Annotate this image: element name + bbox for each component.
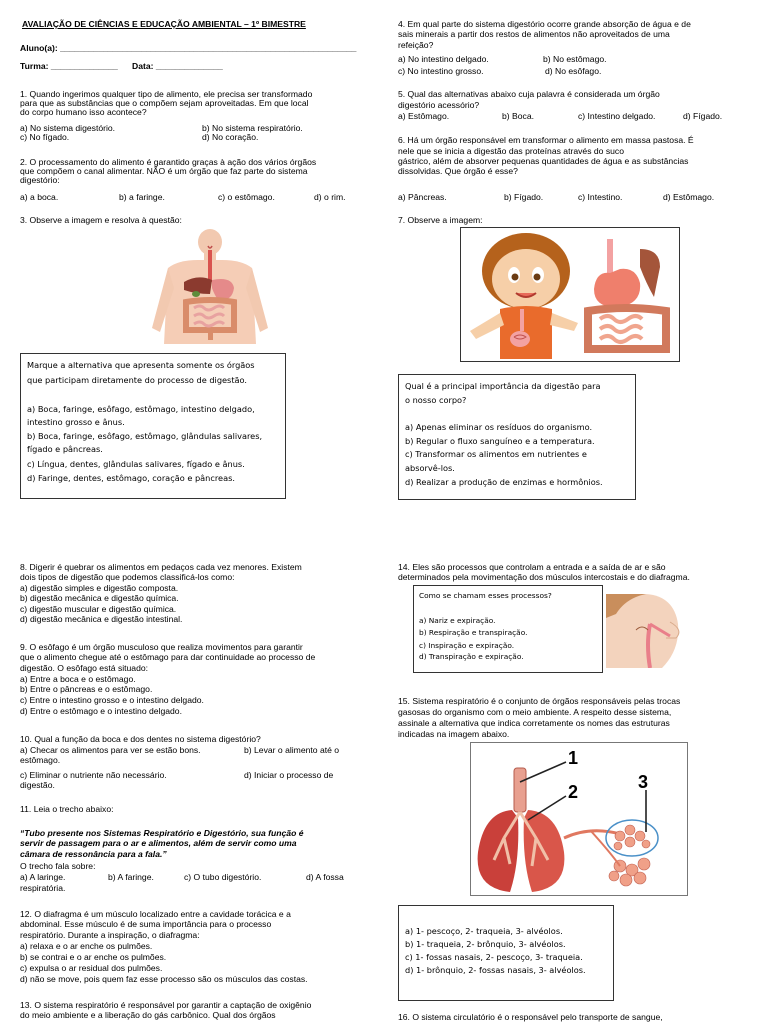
q1-option-d[interactable]: d) No coração. [202,132,259,142]
q11-stem: 11. Leia o trecho abaixo: [20,804,114,814]
q7-option-d[interactable]: d) Realizar a produção de enzimas e hormônios. [405,477,603,487]
q7-option-a[interactable]: a) Apenas eliminar os resíduos do organismo. [405,422,593,432]
q12-line: abdominal. Esse músculo é de suma importância para o processo [20,919,272,929]
q2-line: 2. O processamento do alimento é garantido graças à ação dos vários órgãos [20,157,317,167]
q5-line: digestório acessório? [398,100,480,110]
q14-option-b[interactable]: b) Respiração e transpiração. [419,628,528,637]
q6-option-d[interactable]: d) Estômago. [663,192,715,202]
class-field[interactable]: Turma: ______________ [20,61,118,71]
q11-option-d[interactable]: d) A fossa [306,872,344,882]
q2-option-d[interactable]: d) o rim. [314,192,346,202]
q7-option-c-cont: absorvê-los. [405,463,455,473]
page-title: AVALIAÇÃO DE CIÊNCIAS E EDUCAÇÃO AMBIENTAL – 1º BIMESTRE [22,19,306,29]
q10-option-d[interactable]: d) Iniciar o processo de [244,770,334,780]
q3-option-c[interactable]: c) Língua, dentes, glândulas salivares, fígado e ânus. [27,459,245,469]
q11-option-b[interactable]: b) A faringe. [108,872,154,882]
q8-option-d[interactable]: d) digestão mecânica e digestão intestinal. [20,614,183,624]
q9-line: que o alimento chegue até o estômago para dar continuidade ao processo de [20,652,316,662]
q5-option-a[interactable]: a) Estômago. [398,111,450,121]
q1-option-b[interactable]: b) No sistema respiratório. [202,123,303,133]
q9-line: digestão. O esôfago está situado: [20,663,149,673]
q12-option-c[interactable]: c) expulsa o ar residual dos pulmões. [20,963,163,973]
q4-option-a[interactable]: a) No intestino delgado. [398,54,489,64]
q3-option-a[interactable]: a) Boca, faringe, esôfago, estômago, intestino delgado, [27,404,255,414]
label-2: 2 [568,782,579,802]
q11-ask: O trecho fala sobre: [20,861,96,871]
q1-line: 1. Quando ingerimos qualquer tipo de alimento, ele precisa ser transformado [20,89,313,99]
q11-quote: câmara de ressonância para a fala.” [20,849,167,859]
q6-line: gástrico, além de absorver pequenas quantidades de água e as substâncias [398,156,689,166]
q6-option-c[interactable]: c) Intestino. [578,192,623,202]
q13-line: 13. O sistema respiratório é responsável por garantir a captação de oxigênio [20,1000,312,1010]
q9-option-b[interactable]: b) Entre o pâncreas e o estômago. [20,684,153,694]
q1-option-c[interactable]: c) No fígado. [20,132,70,142]
q14-option-a[interactable]: a) Nariz e expiração. [419,616,496,625]
q7-option-c[interactable]: c) Transformar os alimentos em nutrientes e [405,449,587,459]
q2-option-b[interactable]: b) a faringe. [119,192,165,202]
q10-option-b[interactable]: b) Levar o alimento até o [244,745,340,755]
q12-option-a[interactable]: a) relaxa e o ar enche os pulmões. [20,941,153,951]
q3-option-b-cont: fígado e pâncreas. [27,444,103,454]
q3-question-box [20,353,286,499]
q14-line: 14. Eles são processos que controlam a entrada e a saída de ar e são [398,562,666,572]
q10-option-c[interactable]: c) Eliminar o nutriente não necessário. [20,770,167,780]
q7-box-text: o nosso corpo? [405,395,467,405]
q15-line: 15. Sistema respiratório é o conjunto de órgãos responsáveis pelas trocas [398,696,681,706]
label-3: 3 [638,772,649,792]
q6-option-b[interactable]: b) Fígado. [504,192,544,202]
q3-option-a-cont: intestino grosso e ânus. [27,417,125,427]
q1-option-a[interactable]: a) No sistema digestório. [20,123,116,133]
q14-option-d[interactable]: d) Transpiração e expiração. [419,652,524,661]
q8-line: dois tipos de digestão que podemos classificá-los como: [20,572,235,582]
q16-line: 16. O sistema circulatório é o responsável pelo transporte de sangue, [398,1012,663,1022]
q12-option-b[interactable]: b) se contrai e o ar enche os pulmões. [20,952,167,962]
q13-line: do meio ambiente e a liberação do gás carbônico. Qual dos órgãos [20,1010,276,1020]
q11-quote: servir de passagem para o ar e alimentos, além de servir como uma [20,838,297,848]
q4-line: 4. Em qual parte do sistema digestório ocorre grande absorção de água e de [398,19,691,29]
q11-quote: “Tubo presente nos Sistemas Respiratório e Digestório, sua função é [20,828,304,838]
q10-option-d-cont: digestão. [20,780,55,790]
q10-option-a[interactable]: a) Checar os alimentos para ver se estão bons. [20,745,201,755]
q4-option-b[interactable]: b) No estômago. [543,54,607,64]
q4-line: sais minerais a partir dos restos de alimentos não aproveitados de uma [398,29,670,39]
date-field[interactable]: Data: ______________ [132,61,223,71]
q9-line: 9. O esôfago é um órgão musculoso que realiza movimentos para garantir [20,642,303,652]
q3-option-b[interactable]: b) Boca, faringe, esôfago, estômago, glândulas salivares, [27,431,263,441]
q6-line: dissolvidas. Que órgão é esse? [398,166,518,176]
q15-option-c[interactable]: c) 1- fossas nasais, 2- pescoço, 3- traqueia. [405,952,583,962]
q15-line: gasosas do organismo com o meio ambiente. A respeito desse sistema, [398,707,672,717]
label-1: 1 [568,748,579,768]
q14-line: determinados pela movimentação dos músculos intercostais e do diafragma. [398,572,690,582]
q1-line: do corpo humano isso acontece? [20,107,147,117]
q15-line: assinale a alternativa que indica corretamente os nomes das estruturas [398,718,670,728]
q6-option-a[interactable]: a) Pâncreas. [398,192,447,202]
q1-line: para que as substâncias que o compõem sejam aproveitadas. Em que local [20,98,309,108]
q5-option-b[interactable]: b) Boca. [502,111,535,121]
child-digestion-image [460,227,680,362]
q6-line: nele que se inicia a digestão das proteínas através do suco [398,146,624,156]
student-name-field[interactable]: Aluno(a): ______________________________________________________________ [20,43,357,53]
q15-option-d[interactable]: d) 1- brônquio, 2- fossas nasais, 3- alvéolos. [405,965,586,975]
q9-option-d[interactable]: d) Entre o estômago e o intestino delgado. [20,706,182,716]
q7-box-text: Qual é a principal importância da digestão para [405,381,601,391]
q11-option-c[interactable]: c) O tubo digestório. [184,872,262,882]
q4-option-d[interactable]: d) No esôfago. [545,66,602,76]
q7-stem: 7. Observe a imagem: [398,215,483,225]
face-breathing-image [606,594,690,668]
q8-option-a[interactable]: a) digestão simples e digestão composta. [20,583,179,593]
q8-option-b[interactable]: b) digestão mecânica e digestão química. [20,593,179,603]
q14-question-box [413,585,603,673]
q11-option-a[interactable]: a) A laringe. [20,872,66,882]
q3-stem: 3. Observe a imagem e resolva à questão: [20,215,182,225]
q2-option-c[interactable]: c) o estômago. [218,192,275,202]
q4-option-c[interactable]: c) No intestino grosso. [398,66,484,76]
q7-option-b[interactable]: b) Regular o fluxo sanguíneo e a temperatura. [405,436,595,446]
q3-box-text: Marque a alternativa que apresenta somente os órgãos [27,360,255,370]
q15-option-a[interactable]: a) 1- pescoço, 2- traqueia, 3- alvéolos. [405,926,563,936]
q2-option-a[interactable]: a) a boca. [20,192,59,202]
q9-option-a[interactable]: a) Entre a boca e o estômago. [20,674,136,684]
respiratory-system-image [470,742,688,896]
digestive-system-image [138,228,286,344]
q12-line: respiratório. Durante a inspiração, o diafragma: [20,930,200,940]
q3-option-d[interactable]: d) Faringe, dentes, estômago, coração e pâncreas. [27,473,235,483]
q7-question-box [398,374,636,500]
q9-option-c[interactable]: c) Entre o intestino grosso e o intestino delgado. [20,695,204,705]
q4-line: refeição? [398,40,434,50]
q14-box-text: Como se chamam esses processos? [419,591,552,600]
q2-line: digestório: [20,175,60,185]
q5-option-c[interactable]: c) Intestino delgado. [578,111,656,121]
q6-line: 6. Há um órgão responsável em transformar o alimento em massa pastosa. É [398,135,694,145]
q12-option-d[interactable]: d) não se move, pois quem faz esse processo são os músculos das costas. [20,974,308,984]
q15-line: indicadas na imagem abaixo. [398,729,510,739]
q5-line: 5. Qual das alternativas abaixo cuja palavra é considerada um órgão [398,89,660,99]
q10-option-b-cont: estômago. [20,755,61,765]
q15-options-box [398,905,614,1001]
q8-line: 8. Digerir é quebrar os alimentos em pedaços cada vez menores. Existem [20,562,302,572]
q11-option-d-cont: respiratória. [20,883,66,893]
q12-line: 12. O diafragma é um músculo localizado entre a cavidade torácica e a [20,909,291,919]
q8-option-c[interactable]: c) digestão muscular e digestão química. [20,604,177,614]
q2-line: que compõem o canal alimentar. NÃO é um órgão que faz parte do sistema [20,166,308,176]
q14-option-c[interactable]: c) Inspiração e expiração. [419,641,515,650]
q15-option-b[interactable]: b) 1- traqueia, 2- brônquio, 3- alvéolos. [405,939,566,949]
q5-option-d[interactable]: d) Fígado. [683,111,723,121]
q3-box-text: que participam diretamente do processo de digestão. [27,375,248,385]
q10-line: 10. Qual a função da boca e dos dentes no sistema digestório? [20,734,261,744]
